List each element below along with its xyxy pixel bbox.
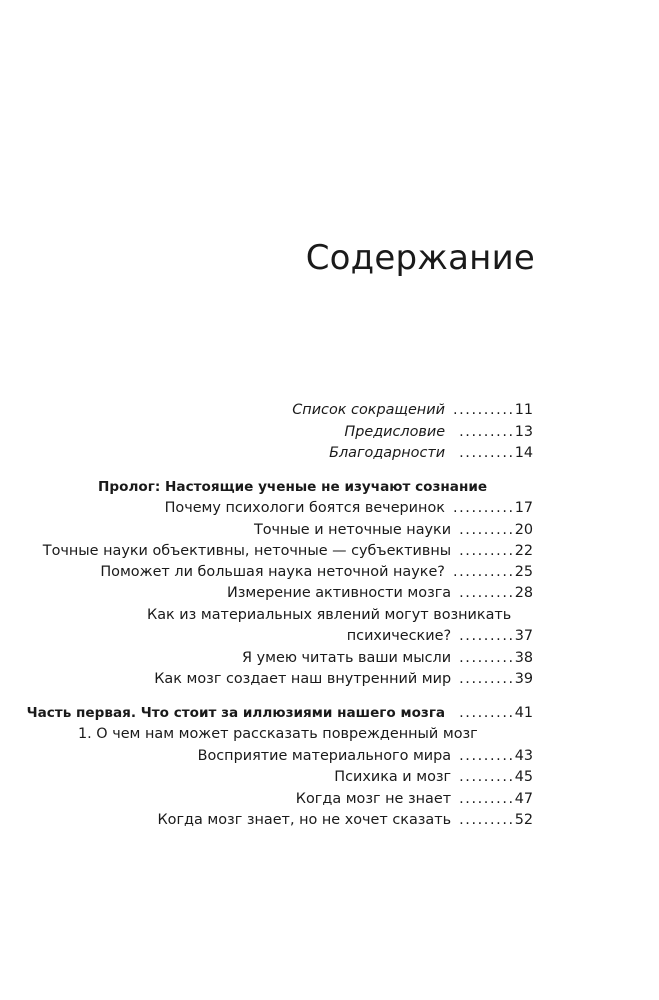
toc-entry-acknowledgements: [329, 445, 533, 461]
toc-entry-label: Психика и мозг: [334, 769, 452, 785]
toc-leader: .........: [459, 424, 515, 440]
toc-page-number: 13: [514, 424, 533, 440]
toc-entry: [100, 564, 533, 580]
toc-entry-label: Поможет ли большая наука неточной науке?: [100, 564, 445, 580]
toc-leader: .........: [459, 650, 515, 666]
toc-page-number: 28: [514, 585, 533, 601]
toc-page-number: 43: [514, 748, 533, 764]
toc-leader: .........: [459, 748, 515, 764]
toc-leader: .........: [459, 522, 515, 538]
toc-entry-label: Точные науки объективны, неточные — субъективны: [42, 543, 452, 559]
toc-page-number: 14: [514, 445, 533, 461]
toc-entry: [334, 769, 533, 785]
toc-leader: .........: [459, 812, 515, 828]
toc-entry-label: Почему психологи боятся вечеринок: [164, 500, 445, 516]
toc-page-number: 17: [514, 500, 533, 516]
part-one-heading: [27, 705, 533, 721]
toc-page-number: 52: [514, 812, 533, 828]
toc-leader: .........: [459, 445, 515, 461]
toc-entry: [347, 628, 533, 644]
toc-page-number: 37: [514, 628, 533, 644]
toc-entry-abbreviations: [292, 402, 533, 418]
toc-entry-label: Восприятие материального мира: [197, 748, 452, 764]
toc-entry-label: Когда мозг знает, но не хочет сказать: [157, 812, 452, 828]
prologue-heading: Пролог: Настоящие ученые не изучают сознание: [98, 479, 488, 495]
toc-page-number: 11: [514, 402, 533, 418]
toc-page-number: 38: [514, 650, 533, 666]
toc-entry: [154, 671, 533, 687]
toc-leader: .........: [459, 585, 515, 601]
toc-entry-label-line1: Как из материальных явлений могут возникать: [147, 607, 512, 623]
toc-leader: .........: [459, 769, 515, 785]
toc-entry: [242, 650, 533, 666]
toc-entry: [157, 812, 533, 828]
toc-entry-preface: [344, 424, 533, 440]
toc-entry-label: Предисловие: [344, 424, 446, 440]
toc-entry: [254, 522, 533, 538]
toc-entry: [43, 543, 533, 559]
toc-entry-label: Как мозг создает наш внутренний мир: [154, 671, 452, 687]
toc-entry-label: Я умею читать ваши мысли: [242, 650, 452, 666]
toc-page-number: 41: [514, 705, 533, 721]
toc-leader: .........: [459, 705, 515, 721]
toc-leader: ..........: [452, 564, 515, 580]
toc-entry-label: Точные и неточные науки: [253, 522, 452, 538]
toc-leader: .........: [459, 671, 515, 687]
part-heading-label: Часть первая. Что стоит за иллюзиями нашего мозга: [26, 705, 446, 721]
toc-page-number: 20: [514, 522, 533, 538]
toc-entry-label: Список сокращений: [292, 402, 445, 418]
chapter-heading: 1. О чем нам может рассказать поврежденный мозг: [78, 726, 478, 742]
toc-entry: [296, 791, 533, 807]
toc-leader: ..........: [452, 402, 515, 418]
toc-page-number: 45: [514, 769, 533, 785]
toc-leader: .........: [459, 791, 515, 807]
toc-leader: ..........: [452, 500, 515, 516]
toc-entry: [198, 748, 533, 764]
toc-entry-label: Когда мозг не знает: [295, 791, 452, 807]
page-title: Содержание: [305, 238, 535, 278]
toc-entry-label: Благодарности: [329, 445, 446, 461]
toc-entry: [227, 585, 533, 601]
toc-page-number: 25: [514, 564, 533, 580]
toc-entry-label: Измерение активности мозга: [226, 585, 452, 601]
toc-page-number: 47: [514, 791, 533, 807]
toc-entry: [165, 500, 533, 516]
toc-page-number: 22: [514, 543, 533, 559]
toc-page-number: 39: [514, 671, 533, 687]
toc-leader: .........: [459, 543, 515, 559]
toc-leader: .........: [459, 628, 515, 644]
toc-entry-label: психические?: [346, 628, 452, 644]
